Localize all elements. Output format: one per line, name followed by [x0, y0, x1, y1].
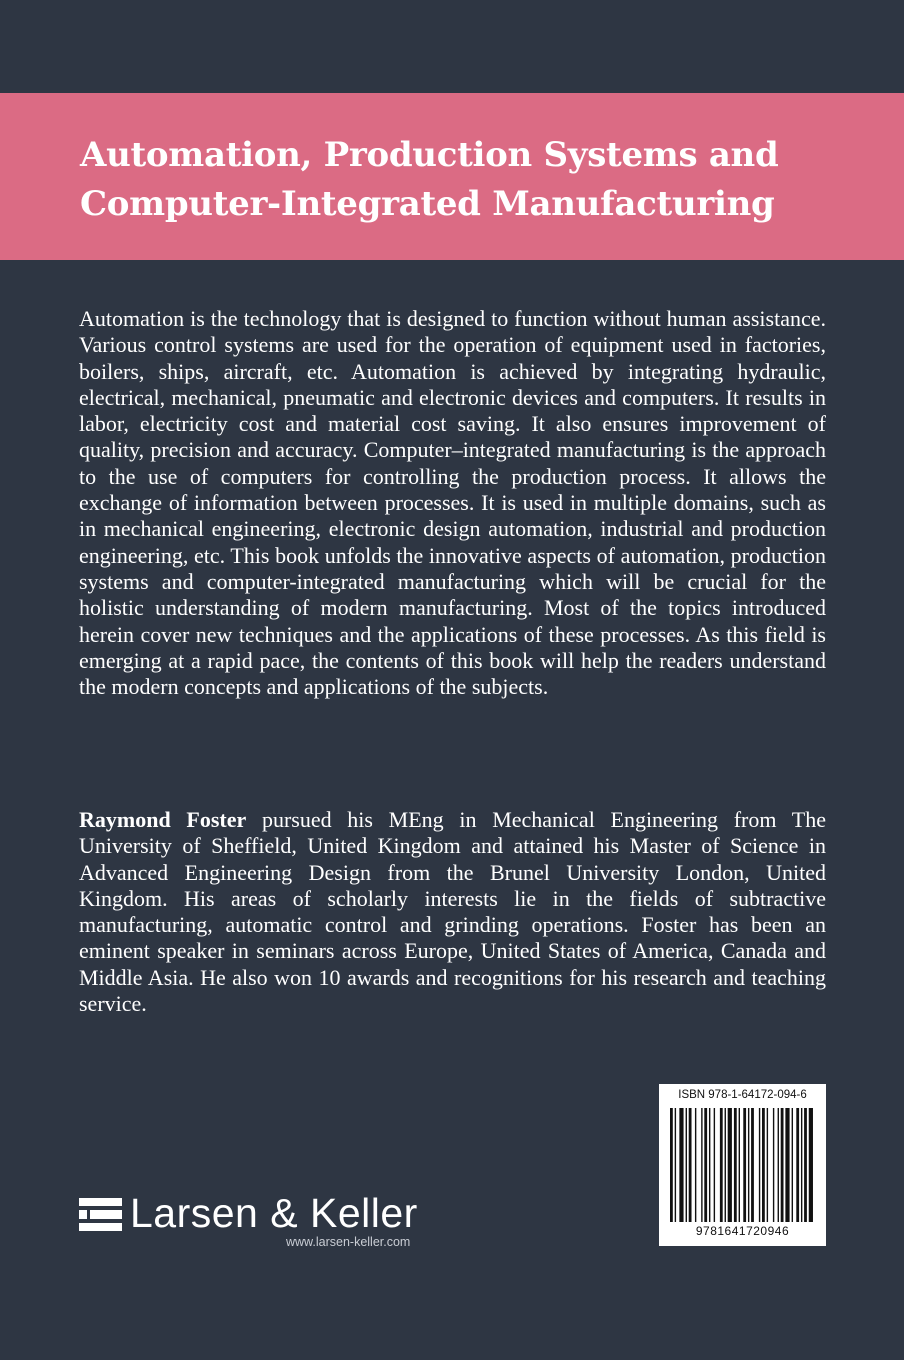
- barcode-bar: [695, 1108, 696, 1222]
- barcode-bar: [778, 1108, 779, 1222]
- barcode-bar: [743, 1108, 746, 1222]
- title-line-1: Automation, Production Systems and: [80, 135, 779, 175]
- barcode-bar: [781, 1108, 784, 1222]
- barcode-bar: [728, 1108, 732, 1222]
- barcode-bar: [675, 1108, 676, 1222]
- barcode-bar: [804, 1108, 807, 1222]
- ean-digits: 9781641720946: [695, 1224, 790, 1238]
- barcode-bar: [686, 1108, 687, 1222]
- barcode-bar: [762, 1108, 765, 1222]
- barcode-bar: [809, 1108, 813, 1222]
- barcode-bar: [670, 1108, 673, 1222]
- barcode-bar: [759, 1108, 760, 1222]
- barcode-bar: [773, 1108, 774, 1222]
- book-title: [80, 131, 840, 229]
- barcode-bar: [767, 1108, 768, 1222]
- author-bio: [79, 807, 826, 1017]
- barcode-bar: [689, 1108, 692, 1222]
- barcode-box: [659, 1084, 826, 1246]
- barcode-bar: [701, 1108, 702, 1222]
- stacked-bars-logo-icon: [79, 1198, 122, 1231]
- barcode-bar: [796, 1108, 799, 1222]
- barcode-bar: [734, 1108, 737, 1222]
- barcode-bar: [748, 1108, 749, 1222]
- isbn-label: ISBN 978-1-64172-094-6: [678, 1089, 807, 1101]
- barcode-bar: [720, 1108, 723, 1222]
- barcode-bar: [714, 1108, 715, 1222]
- book-description: Automation is the technology that is designed to function without human assistance. Various control systems are used for the operation of equipment used in factories, boilers, ships, aircraft, etc. Automation is achieved by integrating hydraulic, electrical, mechanical, pneumatic and electronic devices and computers. It results in labor, electricity cost and material cost saving. It also ensures improvement of quality, precision and accuracy. Computer–integrated manufacturing is the approach to the use of computers for controlling the production process. It allows the exchange of information between processes. It is used in multiple domains, such as in mechanical engineering, electronic design automation, industrial and production engineering, etc. This book unfolds the innovative aspects of automation, production systems and computer-integrated manufacturing which will be crucial for the holistic understanding of modern manufacturing. Most of the topics introduced herein cover new techniques and the applications of these processes. As this field is emerging at a rapid pace, the contents of this book will help the readers understand the modern concepts and applications of the subjects.: [79, 306, 826, 700]
- title-line-2: Computer-Integrated Manufacturing: [80, 184, 775, 224]
- barcode-bar: [679, 1108, 683, 1222]
- barcode-bar: [801, 1108, 802, 1222]
- barcode-bar: [709, 1108, 710, 1222]
- barcode-icon: [670, 1108, 815, 1222]
- barcode-bar: [792, 1108, 793, 1222]
- publisher-website[interactable]: www.larsen-keller.com: [286, 1235, 411, 1249]
- barcode-bar: [785, 1108, 789, 1222]
- barcode-bar: [704, 1108, 707, 1222]
- barcode-bar: [751, 1108, 754, 1222]
- barcode-bar: [725, 1108, 726, 1222]
- barcode-bar: [739, 1108, 740, 1222]
- author-bio-text: pursued his MEng in Mechanical Engineering from The University of Sheffield, United Kingdom and attained his Master of Science in Advanced Engineering Design from the Brunel University London, United Kingdom. His areas of scholarly interests lie in the fields of subtractive manufacturing, automatic control and grinding operations. Foster has been an eminent speaker in seminars across Europe, United States of America, Canada and Middle Asia. He also won 10 awards and recognitions for his research and teaching service.: [79, 807, 826, 1017]
- publisher-name: Larsen & Keller: [130, 1190, 418, 1236]
- author-name: Raymond Foster: [79, 807, 247, 832]
